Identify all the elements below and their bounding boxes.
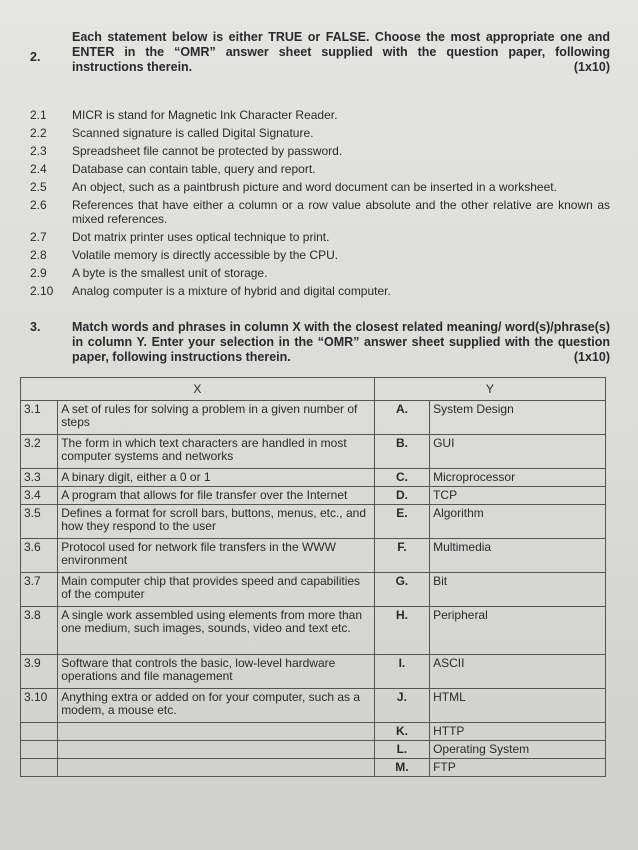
table-row bbox=[21, 723, 606, 741]
option-text: ASCII bbox=[430, 655, 606, 689]
question-2-number: 2. bbox=[30, 50, 41, 64]
option-letter: F. bbox=[374, 539, 429, 573]
row-number: 3.2 bbox=[21, 435, 58, 469]
question-3-instruction: Match words and phrases in column X with the closest related meaning/ word(s)/phrase(s) in column Y. Enter your selection in the “OMR” answer sheet supplied with the question paper, following instructions therein. bbox=[72, 320, 610, 364]
row-description: A program that allows for file transfer over the Internet bbox=[58, 487, 375, 505]
option-text: TCP bbox=[430, 487, 606, 505]
item-text: A byte is the smallest unit of storage. bbox=[72, 266, 268, 280]
option-letter: D. bbox=[374, 487, 429, 505]
table-header-row bbox=[21, 378, 606, 401]
item-number: 2.2 bbox=[30, 126, 47, 140]
row-description bbox=[58, 759, 375, 777]
item-number: 2.7 bbox=[30, 230, 47, 244]
item-text: Analog computer is a mixture of hybrid and digital computer. bbox=[72, 284, 391, 298]
table-row bbox=[21, 759, 606, 777]
item-number: 2.5 bbox=[30, 180, 47, 194]
row-description: Software that controls the basic, low-level hardware operations and file management bbox=[58, 655, 375, 689]
row-description: A binary digit, either a 0 or 1 bbox=[58, 469, 375, 487]
column-y-header: Y bbox=[374, 378, 605, 401]
item-number: 2.9 bbox=[30, 266, 47, 280]
option-text: Microprocessor bbox=[430, 469, 606, 487]
item-text: Volatile memory is directly accessible by the CPU. bbox=[72, 248, 339, 262]
option-letter: L. bbox=[374, 741, 429, 759]
list-item bbox=[30, 144, 610, 158]
item-number: 2.10 bbox=[30, 284, 54, 298]
item-number: 2.8 bbox=[30, 248, 47, 262]
list-item bbox=[30, 248, 610, 262]
list-item bbox=[30, 180, 610, 194]
option-text: Multimedia bbox=[430, 539, 606, 573]
question-2-header bbox=[30, 30, 610, 75]
row-description: A set of rules for solving a problem in a given number of steps bbox=[58, 401, 375, 435]
list-item bbox=[30, 162, 610, 176]
item-text: MICR is stand for Magnetic Ink Character Reader. bbox=[72, 108, 338, 122]
row-description: Anything extra or added on for your computer, such as a modem, a mouse etc. bbox=[58, 689, 375, 723]
list-item bbox=[30, 198, 610, 226]
item-number: 2.4 bbox=[30, 162, 47, 176]
option-letter: M. bbox=[374, 759, 429, 777]
row-description: Main computer chip that provides speed and capabilities of the computer bbox=[58, 573, 375, 607]
row-number: 3.4 bbox=[21, 487, 58, 505]
row-number: 3.8 bbox=[21, 607, 58, 655]
table-row bbox=[21, 401, 606, 435]
true-false-list bbox=[30, 108, 610, 302]
option-letter: H. bbox=[374, 607, 429, 655]
row-number: 3.3 bbox=[21, 469, 58, 487]
matching-table bbox=[20, 377, 606, 777]
row-number: 3.6 bbox=[21, 539, 58, 573]
table-row bbox=[21, 469, 606, 487]
table-row bbox=[21, 435, 606, 469]
row-number: 3.7 bbox=[21, 573, 58, 607]
row-number: 3.9 bbox=[21, 655, 58, 689]
question-3-marks: (1x10) bbox=[573, 350, 610, 364]
table-row bbox=[21, 655, 606, 689]
item-number: 2.1 bbox=[30, 108, 47, 122]
item-text: An object, such as a paintbrush picture and word document can be inserted in a worksheet. bbox=[72, 180, 557, 194]
row-number bbox=[21, 741, 58, 759]
option-text: FTP bbox=[430, 759, 606, 777]
option-text: Operating System bbox=[430, 741, 606, 759]
table-row bbox=[21, 573, 606, 607]
row-number: 3.1 bbox=[21, 401, 58, 435]
option-text: Bit bbox=[430, 573, 606, 607]
list-item bbox=[30, 126, 610, 140]
row-description bbox=[58, 741, 375, 759]
option-letter: I. bbox=[374, 655, 429, 689]
option-text: Peripheral bbox=[430, 607, 606, 655]
table-row bbox=[21, 689, 606, 723]
item-number: 2.3 bbox=[30, 144, 47, 158]
column-x-header: X bbox=[21, 378, 375, 401]
list-item bbox=[30, 284, 610, 298]
item-text: Spreadsheet file cannot be protected by password. bbox=[72, 144, 343, 158]
row-description: Protocol used for network file transfers in the WWW environment bbox=[58, 539, 375, 573]
row-number: 3.10 bbox=[21, 689, 58, 723]
item-text: Scanned signature is called Digital Signature. bbox=[72, 126, 314, 140]
item-text: Dot matrix printer uses optical technique to print. bbox=[72, 230, 330, 244]
option-letter: K. bbox=[374, 723, 429, 741]
option-letter: E. bbox=[374, 505, 429, 539]
option-letter: C. bbox=[374, 469, 429, 487]
list-item bbox=[30, 266, 610, 280]
list-item bbox=[30, 230, 610, 244]
option-text: System Design bbox=[430, 401, 606, 435]
option-letter: B. bbox=[374, 435, 429, 469]
row-description: Defines a format for scroll bars, buttons, menus, etc., and how they respond to the user bbox=[58, 505, 375, 539]
list-item bbox=[30, 108, 610, 122]
option-letter: J. bbox=[374, 689, 429, 723]
table-row bbox=[21, 607, 606, 655]
row-number bbox=[21, 759, 58, 777]
question-2-marks: (1x10) bbox=[573, 60, 610, 74]
item-text: References that have either a column or a row value absolute and the other relative are known as mixed references. bbox=[72, 198, 610, 226]
option-text: HTTP bbox=[430, 723, 606, 741]
question-2-instruction: Each statement below is either TRUE or FALSE. Choose the most appropriate one and ENTER in the “OMR” answer sheet supplied with the question paper, following instructions therein. bbox=[72, 30, 610, 74]
question-3-header bbox=[30, 320, 610, 365]
option-text: GUI bbox=[430, 435, 606, 469]
row-description bbox=[58, 723, 375, 741]
row-description: The form in which text characters are handled in most computer systems and networks bbox=[58, 435, 375, 469]
table-row bbox=[21, 505, 606, 539]
option-letter: G. bbox=[374, 573, 429, 607]
table-row bbox=[21, 487, 606, 505]
question-3-number: 3. bbox=[30, 320, 41, 334]
table-row bbox=[21, 741, 606, 759]
option-text: HTML bbox=[430, 689, 606, 723]
item-number: 2.6 bbox=[30, 198, 47, 212]
table-row bbox=[21, 539, 606, 573]
row-description: A single work assembled using elements from more than one medium, such images, sounds, video and text etc. bbox=[58, 607, 375, 655]
item-text: Database can contain table, query and report. bbox=[72, 162, 316, 176]
row-number bbox=[21, 723, 58, 741]
option-text: Algorithm bbox=[430, 505, 606, 539]
option-letter: A. bbox=[374, 401, 429, 435]
row-number: 3.5 bbox=[21, 505, 58, 539]
